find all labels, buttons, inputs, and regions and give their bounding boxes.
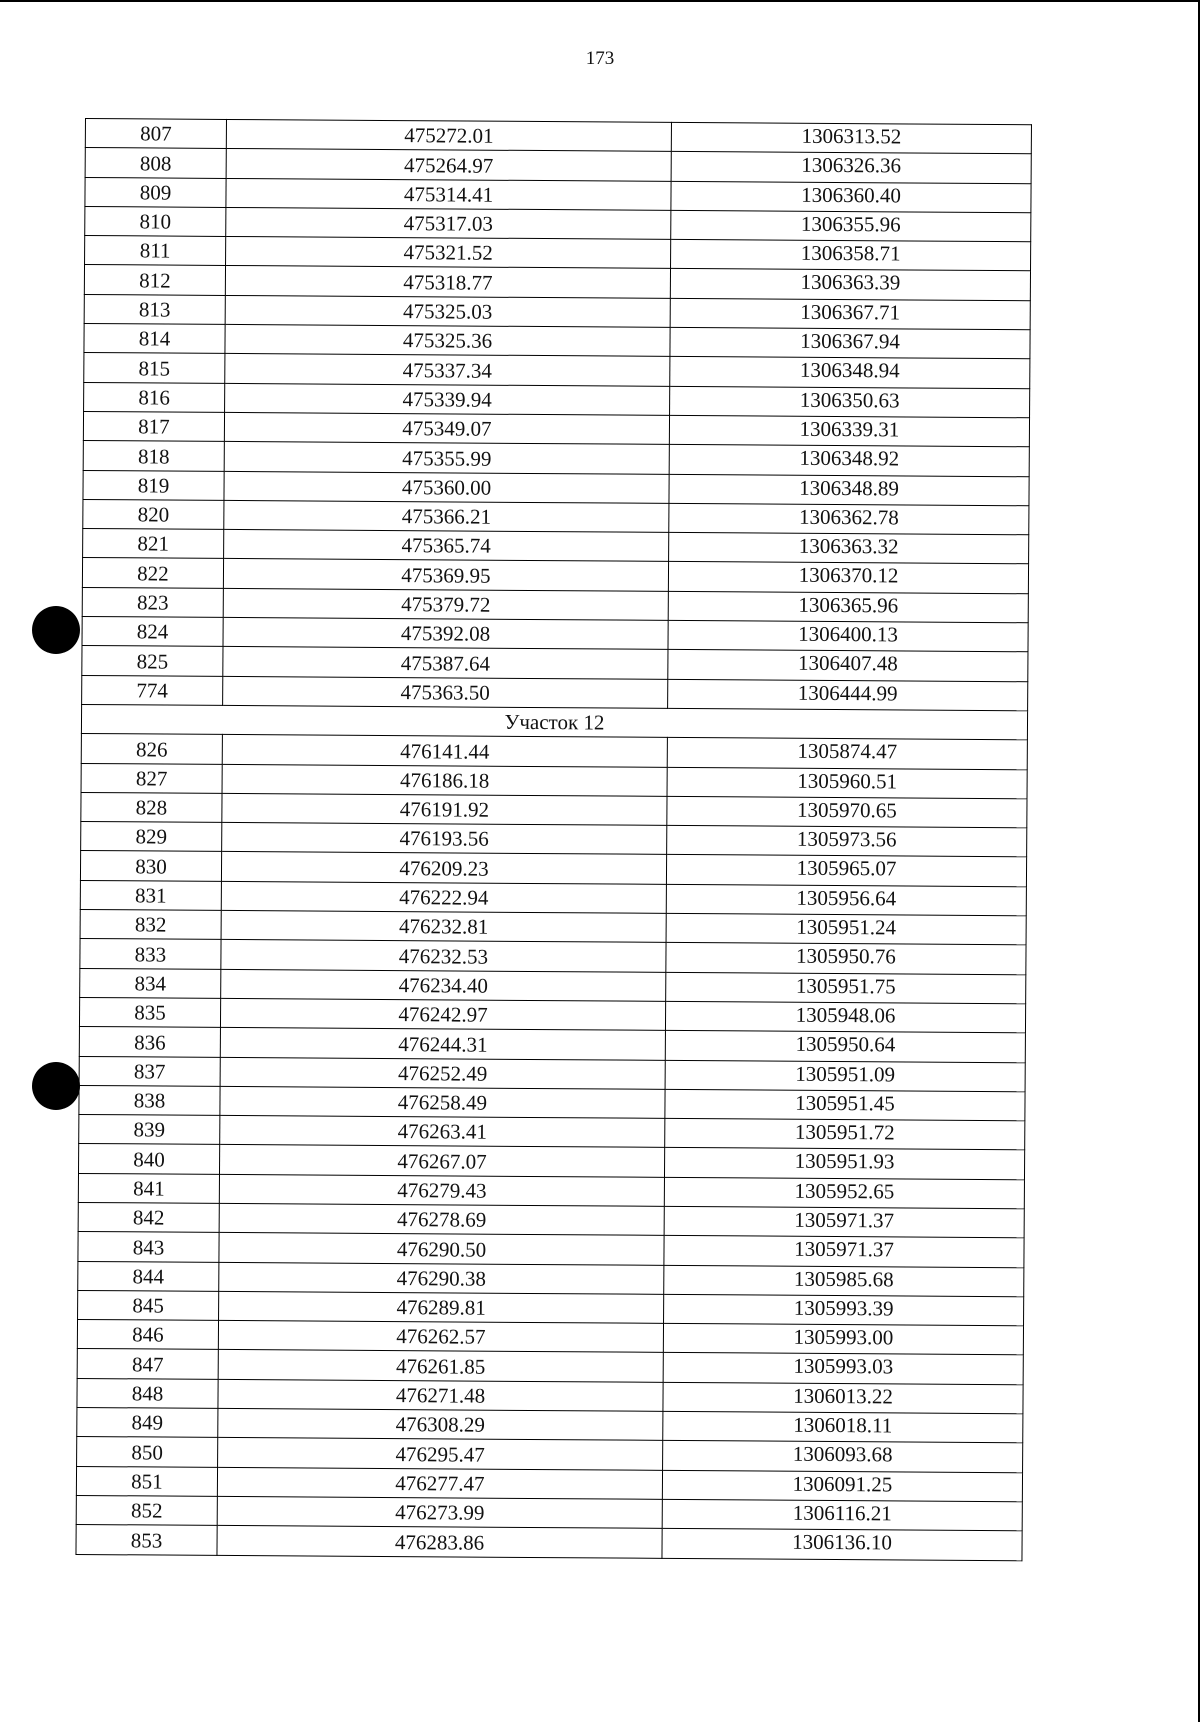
y-coordinate-cell: 1305965.07 [666, 855, 1026, 887]
y-coordinate-cell: 1305960.51 [667, 767, 1027, 799]
y-coordinate-cell: 1305951.24 [666, 913, 1026, 945]
point-number-cell: 829 [81, 822, 222, 852]
y-coordinate-cell: 1306362.78 [669, 503, 1029, 535]
x-coordinate-cell: 476232.53 [221, 940, 666, 972]
point-number-cell: 825 [82, 646, 223, 676]
point-number-cell: 811 [85, 236, 226, 266]
x-coordinate-cell: 476141.44 [222, 735, 667, 767]
point-number-cell: 817 [83, 411, 224, 441]
point-number-cell: 851 [76, 1466, 217, 1496]
y-coordinate-cell: 1306407.48 [668, 650, 1028, 682]
y-coordinate-cell: 1306370.12 [668, 562, 1028, 594]
y-coordinate-cell: 1305971.37 [664, 1236, 1024, 1268]
x-coordinate-cell: 475339.94 [225, 383, 670, 415]
x-coordinate-cell: 475325.03 [225, 295, 670, 327]
x-coordinate-cell: 476263.41 [220, 1116, 665, 1148]
x-coordinate-cell: 476234.40 [221, 969, 666, 1001]
table-row [76, 1525, 1022, 1561]
x-coordinate-cell: 476222.94 [221, 881, 666, 913]
y-coordinate-cell: 1306313.52 [671, 122, 1031, 154]
x-coordinate-cell: 476271.48 [218, 1379, 663, 1411]
point-number-cell: 842 [78, 1202, 219, 1232]
y-coordinate-cell: 1305948.06 [665, 1001, 1025, 1033]
y-coordinate-cell: 1305951.72 [665, 1118, 1025, 1150]
x-coordinate-cell: 475314.41 [226, 178, 671, 210]
x-coordinate-cell: 476193.56 [222, 823, 667, 855]
point-number-cell: 844 [78, 1261, 219, 1291]
point-number-cell: 843 [78, 1232, 219, 1262]
point-number-cell: 810 [85, 206, 226, 236]
y-coordinate-cell: 1305950.76 [666, 943, 1026, 975]
y-coordinate-cell: 1305971.37 [664, 1206, 1024, 1238]
x-coordinate-cell: 475318.77 [225, 266, 670, 298]
x-coordinate-cell: 476258.49 [220, 1086, 665, 1118]
y-coordinate-cell: 1306355.96 [671, 210, 1031, 242]
x-coordinate-cell: 475317.03 [226, 207, 671, 239]
y-coordinate-cell: 1306339.31 [669, 415, 1029, 447]
point-number-cell: 808 [85, 148, 226, 178]
y-coordinate-cell: 1305956.64 [666, 884, 1026, 916]
point-number-cell: 820 [83, 499, 224, 529]
point-number-cell: 847 [77, 1349, 218, 1379]
section-title: Участок 12 [81, 704, 1027, 740]
point-number-cell: 839 [79, 1115, 220, 1145]
point-number-cell: 814 [84, 324, 225, 354]
point-number-cell: 836 [79, 1027, 220, 1057]
x-coordinate-cell: 475363.50 [223, 676, 668, 708]
point-number-cell: 818 [83, 441, 224, 471]
x-coordinate-cell: 475387.64 [223, 647, 668, 679]
point-number-cell: 845 [78, 1290, 219, 1320]
x-coordinate-cell: 475366.21 [224, 500, 669, 532]
page-number: 173 [585, 48, 615, 69]
x-coordinate-cell: 476252.49 [220, 1057, 665, 1089]
coordinates-table-body-part-1 [82, 119, 1032, 711]
y-coordinate-cell: 1306360.40 [671, 181, 1031, 213]
y-coordinate-cell: 1306093.68 [663, 1441, 1023, 1473]
y-coordinate-cell: 1305993.39 [664, 1294, 1024, 1326]
x-coordinate-cell: 475365.74 [224, 530, 669, 562]
x-coordinate-cell: 475379.72 [223, 588, 668, 620]
point-number-cell: 850 [77, 1437, 218, 1467]
y-coordinate-cell: 1306348.92 [669, 445, 1029, 477]
point-number-cell: 827 [81, 763, 222, 793]
point-number-cell: 833 [80, 939, 221, 969]
y-coordinate-cell: 1305973.56 [667, 825, 1027, 857]
point-number-cell: 809 [85, 177, 226, 207]
x-coordinate-cell: 476290.38 [219, 1262, 664, 1294]
y-coordinate-cell: 1306348.94 [670, 357, 1030, 389]
y-coordinate-cell: 1306326.36 [671, 152, 1031, 184]
y-coordinate-cell: 1306365.96 [668, 591, 1028, 623]
x-coordinate-cell: 476279.43 [219, 1174, 664, 1206]
y-coordinate-cell: 1305993.00 [663, 1324, 1023, 1356]
point-number-cell: 816 [84, 382, 225, 412]
point-number-cell: 774 [82, 675, 223, 705]
x-coordinate-cell: 475264.97 [226, 149, 671, 181]
y-coordinate-cell: 1305951.09 [665, 1060, 1025, 1092]
point-number-cell: 835 [79, 997, 220, 1027]
x-coordinate-cell: 476308.29 [218, 1408, 663, 1440]
y-coordinate-cell: 1305970.65 [667, 796, 1027, 828]
y-coordinate-cell: 1306367.71 [670, 298, 1030, 330]
x-coordinate-cell: 475321.52 [226, 237, 671, 269]
x-coordinate-cell: 475360.00 [224, 471, 669, 503]
y-coordinate-cell: 1305950.64 [665, 1031, 1025, 1063]
y-coordinate-cell: 1305874.47 [667, 738, 1027, 770]
x-coordinate-cell: 476244.31 [220, 1028, 665, 1060]
y-coordinate-cell: 1306363.32 [669, 533, 1029, 565]
point-number-cell: 849 [77, 1408, 218, 1438]
y-coordinate-cell: 1306018.11 [663, 1411, 1023, 1443]
x-coordinate-cell: 475392.08 [223, 617, 668, 649]
point-number-cell: 819 [83, 470, 224, 500]
y-coordinate-cell: 1306136.10 [662, 1529, 1022, 1561]
point-number-cell: 830 [80, 851, 221, 881]
coordinates-table [75, 118, 1032, 1561]
x-coordinate-cell: 476295.47 [218, 1438, 663, 1470]
x-coordinate-cell: 476186.18 [222, 764, 667, 796]
point-number-cell: 848 [77, 1378, 218, 1408]
y-coordinate-cell: 1305993.03 [663, 1353, 1023, 1385]
y-coordinate-cell: 1306350.63 [670, 386, 1030, 418]
point-number-cell: 837 [79, 1056, 220, 1086]
x-coordinate-cell: 476289.81 [219, 1291, 664, 1323]
point-number-cell: 853 [76, 1525, 217, 1555]
point-number-cell: 821 [83, 529, 224, 559]
x-coordinate-cell: 476261.85 [218, 1350, 663, 1382]
point-number-cell: 838 [79, 1085, 220, 1115]
x-coordinate-cell: 476232.81 [221, 910, 666, 942]
y-coordinate-cell: 1306363.39 [670, 269, 1030, 301]
x-coordinate-cell: 475272.01 [226, 119, 671, 151]
point-number-cell: 812 [84, 265, 225, 295]
x-coordinate-cell: 476283.86 [217, 1526, 662, 1558]
punch-hole [32, 1062, 80, 1110]
y-coordinate-cell: 1306444.99 [668, 679, 1028, 711]
x-coordinate-cell: 476290.50 [219, 1233, 664, 1265]
x-coordinate-cell: 476278.69 [219, 1203, 664, 1235]
x-coordinate-cell: 475355.99 [224, 442, 669, 474]
y-coordinate-cell: 1306091.25 [662, 1470, 1022, 1502]
y-coordinate-cell: 1306013.22 [663, 1382, 1023, 1414]
x-coordinate-cell: 475337.34 [225, 354, 670, 386]
punch-hole [32, 606, 80, 654]
point-number-cell: 824 [82, 617, 223, 647]
x-coordinate-cell: 476262.57 [218, 1321, 663, 1353]
coordinates-table-body-part-2 [76, 734, 1027, 1561]
point-number-cell: 822 [82, 558, 223, 588]
x-coordinate-cell: 476209.23 [221, 852, 666, 884]
point-number-cell: 823 [82, 587, 223, 617]
x-coordinate-cell: 475369.95 [223, 559, 668, 591]
y-coordinate-cell: 1305985.68 [664, 1265, 1024, 1297]
point-number-cell: 834 [80, 968, 221, 998]
point-number-cell: 828 [81, 792, 222, 822]
point-number-cell: 826 [81, 734, 222, 764]
point-number-cell: 852 [76, 1495, 217, 1525]
point-number-cell: 831 [80, 880, 221, 910]
y-coordinate-cell: 1305951.93 [664, 1148, 1024, 1180]
y-coordinate-cell: 1306116.21 [662, 1499, 1022, 1531]
point-number-cell: 832 [80, 910, 221, 940]
point-number-cell: 807 [85, 119, 226, 149]
x-coordinate-cell: 476277.47 [217, 1467, 662, 1499]
y-coordinate-cell: 1306400.13 [668, 620, 1028, 652]
point-number-cell: 840 [79, 1144, 220, 1174]
x-coordinate-cell: 476267.07 [219, 1145, 664, 1177]
x-coordinate-cell: 475349.07 [224, 412, 669, 444]
y-coordinate-cell: 1305951.75 [666, 972, 1026, 1004]
x-coordinate-cell: 476273.99 [217, 1496, 662, 1528]
y-coordinate-cell: 1306367.94 [670, 327, 1030, 359]
x-coordinate-cell: 476191.92 [222, 793, 667, 825]
y-coordinate-cell: 1306348.89 [669, 474, 1029, 506]
point-number-cell: 841 [78, 1173, 219, 1203]
point-number-cell: 813 [84, 294, 225, 324]
point-number-cell: 846 [77, 1320, 218, 1350]
y-coordinate-cell: 1306358.71 [671, 240, 1031, 272]
y-coordinate-cell: 1305951.45 [665, 1089, 1025, 1121]
point-number-cell: 815 [84, 353, 225, 383]
x-coordinate-cell: 476242.97 [220, 998, 665, 1030]
y-coordinate-cell: 1305952.65 [664, 1177, 1024, 1209]
x-coordinate-cell: 475325.36 [225, 325, 670, 357]
